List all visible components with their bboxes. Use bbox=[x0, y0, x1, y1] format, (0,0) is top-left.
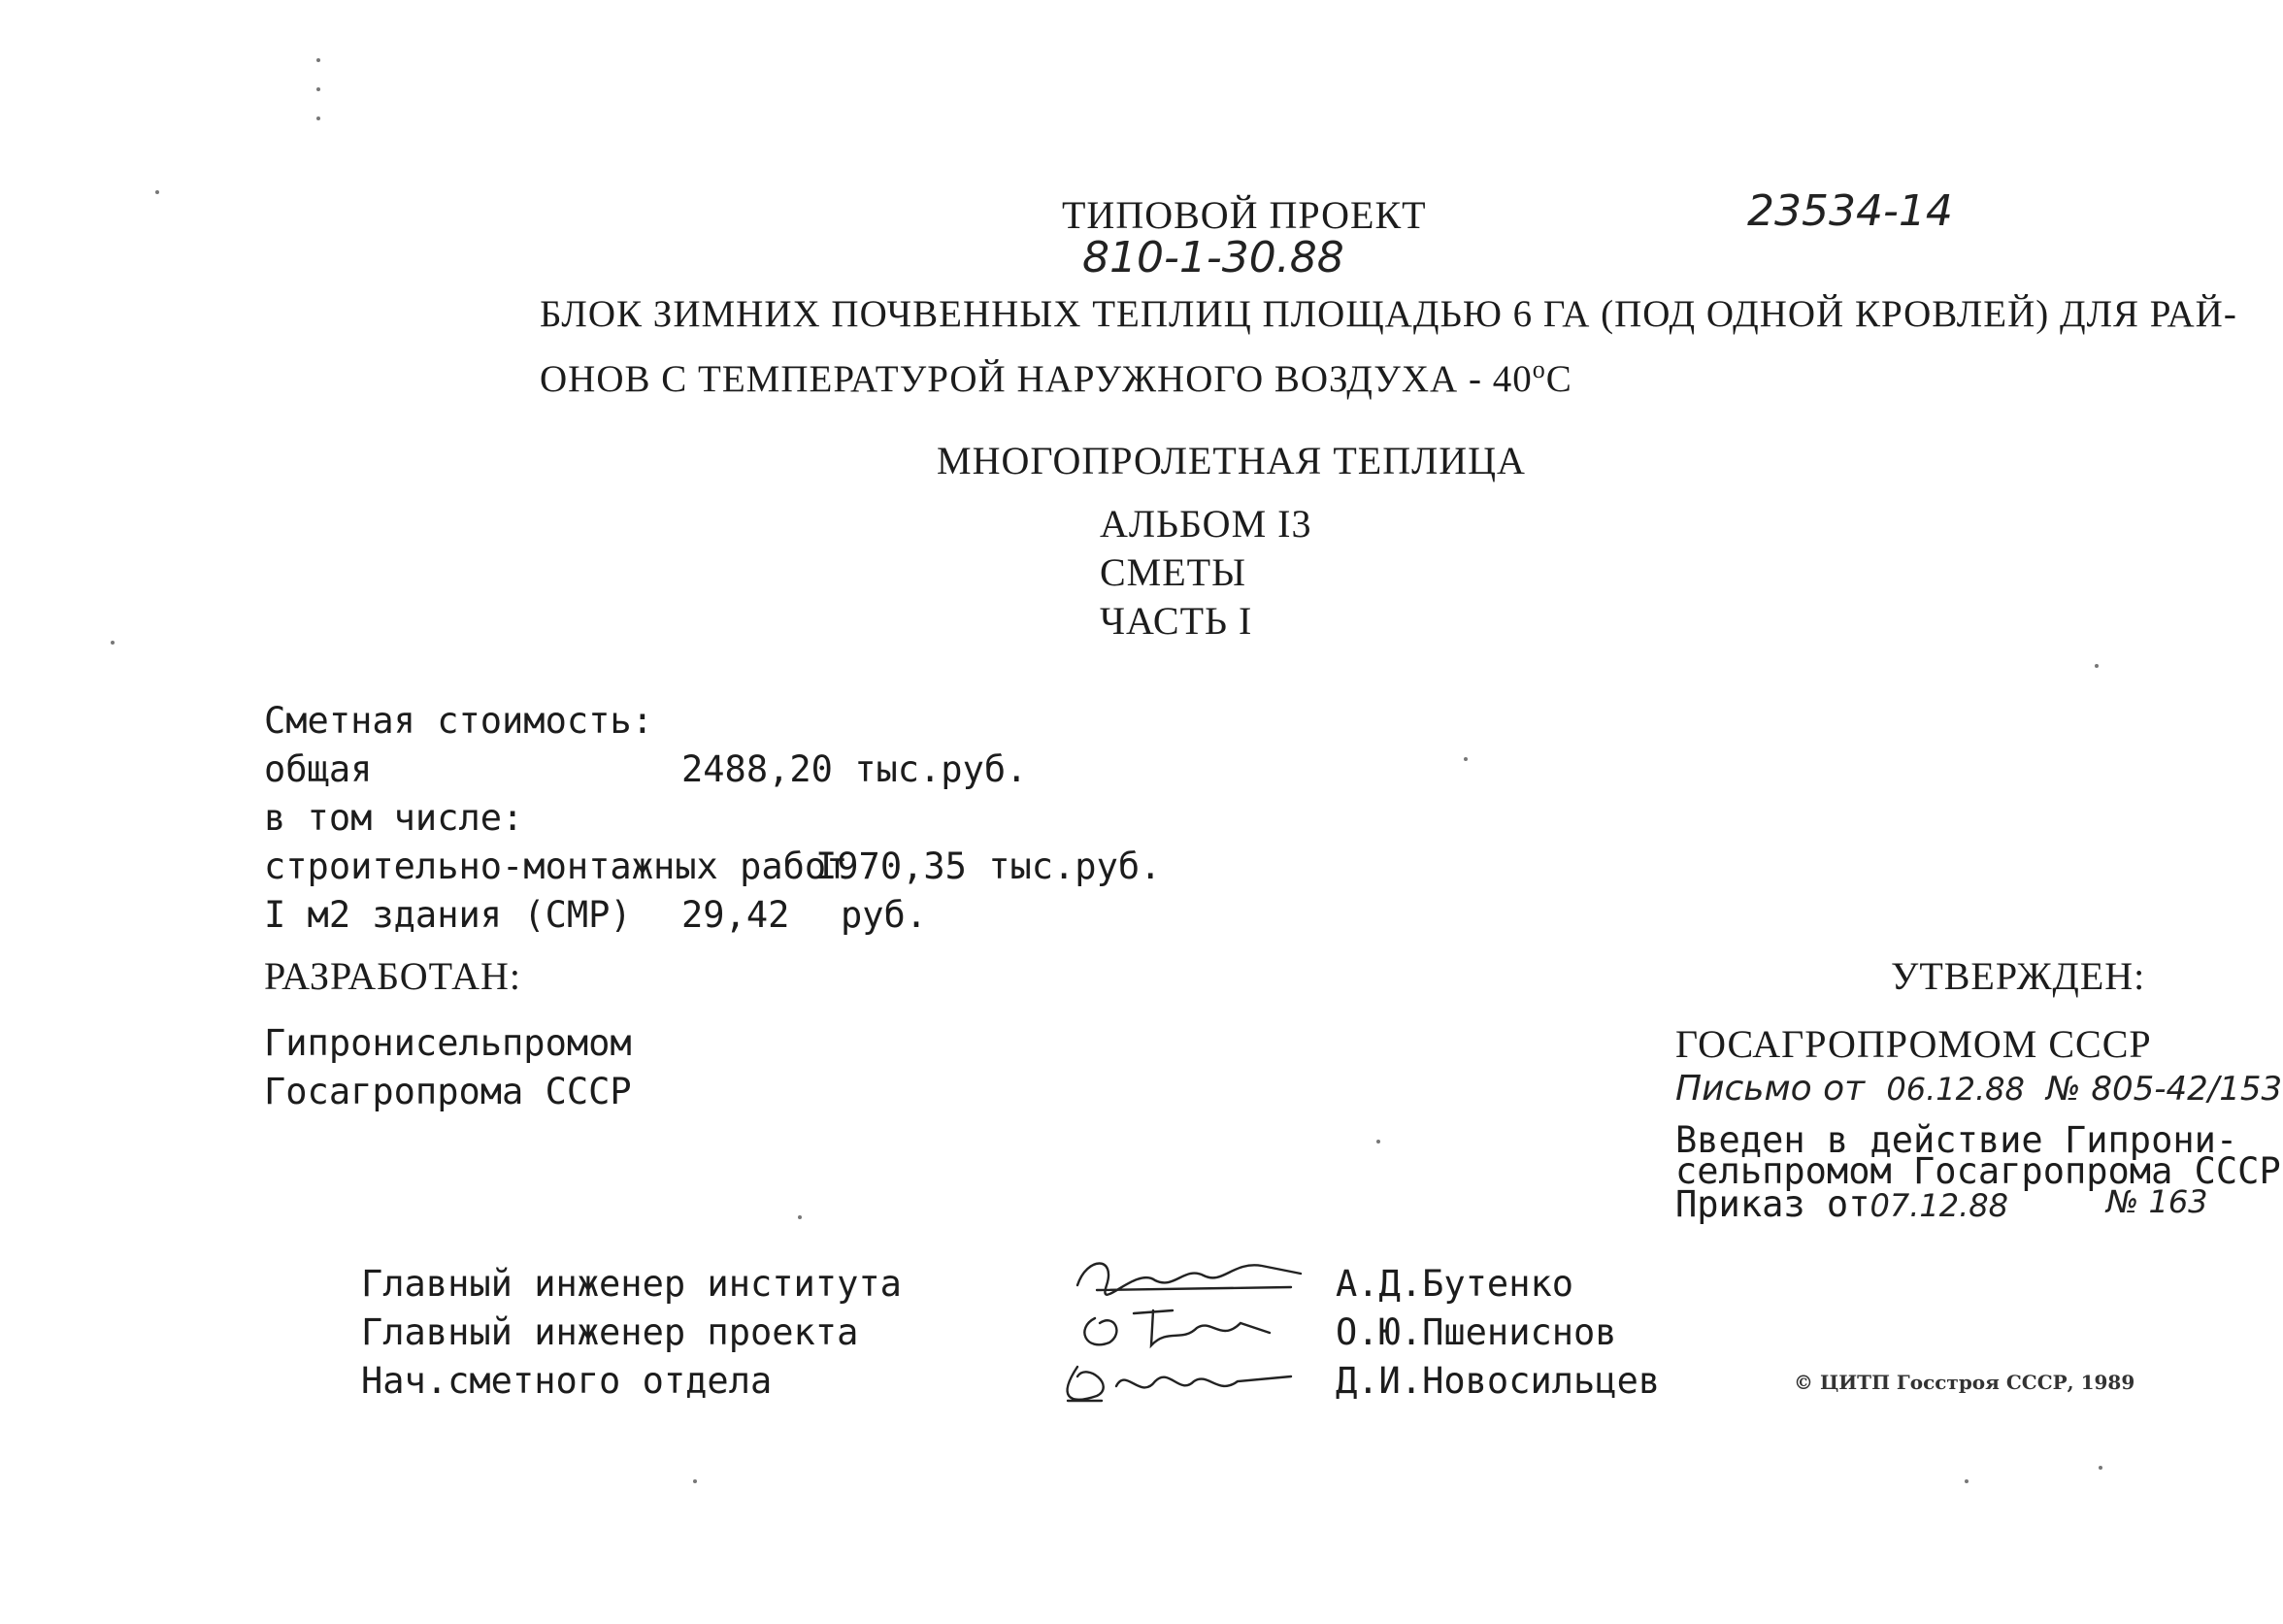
project-code: 810-1-30.88 bbox=[1082, 233, 1344, 282]
order-number: № 163 bbox=[2106, 1183, 2208, 1220]
title-line2-suffix: C bbox=[1545, 358, 1572, 400]
letter-date: 06.12.88 bbox=[1886, 1071, 2025, 1108]
scan-speck bbox=[111, 641, 115, 645]
scan-speck bbox=[155, 190, 159, 194]
signatory-role: Главный инженер проекта bbox=[361, 1311, 859, 1353]
order-line bbox=[1675, 1183, 2008, 1225]
degree-sign: o bbox=[1532, 355, 1546, 383]
scan-speck bbox=[316, 58, 320, 62]
signatory-name: Д.И.Новосильцев bbox=[1336, 1360, 1661, 1402]
part-number: ЧАСТЬ I bbox=[1100, 599, 1253, 643]
cost-per-m2-unit: руб. bbox=[841, 894, 928, 936]
section-name: СМЕТЫ bbox=[1100, 550, 1246, 594]
letter-label: Письмо от bbox=[1675, 1069, 1866, 1109]
developed-heading: РАЗРАБОТАН: bbox=[264, 954, 521, 998]
approved-heading: УТВЕРЖДЕН: bbox=[1891, 954, 2146, 998]
cost-heading: Сметная стоимость: bbox=[264, 700, 653, 742]
cost-per-m2-label: I м2 здания (СМР) bbox=[264, 894, 632, 936]
scan-speck bbox=[1464, 757, 1468, 761]
developed-org-line2: Госагропрома СССР bbox=[264, 1071, 632, 1112]
scan-speck bbox=[1965, 1479, 1969, 1483]
letter-number: № 805-42/153 bbox=[2046, 1070, 2283, 1109]
inventory-number: 23534-14 bbox=[1747, 186, 1953, 236]
subtitle: МНОГОПРОЛЕТНАЯ ТЕПЛИЦА bbox=[937, 439, 1526, 482]
enacted-line2: сельпромом Госагропрома СССР bbox=[1675, 1150, 2281, 1192]
cost-total-value: 2488,20 тыс.руб. bbox=[681, 748, 1028, 790]
scan-speck bbox=[2099, 1466, 2102, 1470]
signatory-role: Нач.сметного отдела bbox=[361, 1360, 773, 1402]
cost-construction-label: строительно-монтажных работ bbox=[264, 845, 848, 887]
signature-novosiltsev bbox=[1048, 1347, 1310, 1415]
project-title-line2 bbox=[540, 357, 1572, 398]
copyright-stamp: © ЦИТП Госстроя СССР, 1989 bbox=[1794, 1371, 2135, 1394]
scan-speck bbox=[693, 1479, 697, 1483]
order-label: Приказ от bbox=[1675, 1183, 1870, 1225]
album-number: АЛЬБОМ I3 bbox=[1100, 502, 1312, 546]
title-line2-prefix: ОНОВ С ТЕМПЕРАТУРОЙ НАРУЖНОГО ВОЗДУХА - 40 bbox=[540, 358, 1533, 400]
signatory-name: О.Ю.Пшениснов bbox=[1336, 1311, 1617, 1353]
signatory-name: А.Д.Бутенко bbox=[1336, 1263, 1574, 1305]
enacted-line1: Введен в действие Гипрони- bbox=[1675, 1119, 2238, 1161]
cost-including: в том числе: bbox=[264, 797, 524, 839]
developed-org-line1: Гипронисельпромом bbox=[264, 1022, 632, 1064]
cost-total-label: общая bbox=[264, 748, 373, 790]
scan-speck bbox=[316, 116, 320, 120]
scan-speck bbox=[1376, 1140, 1380, 1143]
approved-org: ГОСАГРОПРОМОМ СССР bbox=[1675, 1022, 2152, 1066]
approval-letter bbox=[1675, 1070, 2282, 1107]
order-date: 07.12.88 bbox=[1869, 1187, 2008, 1224]
project-title-line1: БЛОК ЗИМНИХ ПОЧВЕННЫХ ТЕПЛИЦ ПЛОЩАДЬЮ 6 ГА (ПОД ОДНОЙ КРОВЛЕЙ) ДЛЯ РАЙ- bbox=[540, 293, 2237, 335]
cost-construction-value: I970,35 тыс.руб. bbox=[815, 845, 1162, 887]
scan-speck bbox=[2095, 664, 2099, 668]
signature-butenko bbox=[1068, 1246, 1310, 1305]
cost-per-m2-value: 29,42 bbox=[681, 894, 790, 936]
scan-speck bbox=[798, 1215, 802, 1219]
document-type: ТИПОВОЙ ПРОЕКТ bbox=[1062, 193, 1427, 237]
scan-speck bbox=[316, 87, 320, 91]
signatory-role: Главный инженер института bbox=[361, 1263, 902, 1305]
